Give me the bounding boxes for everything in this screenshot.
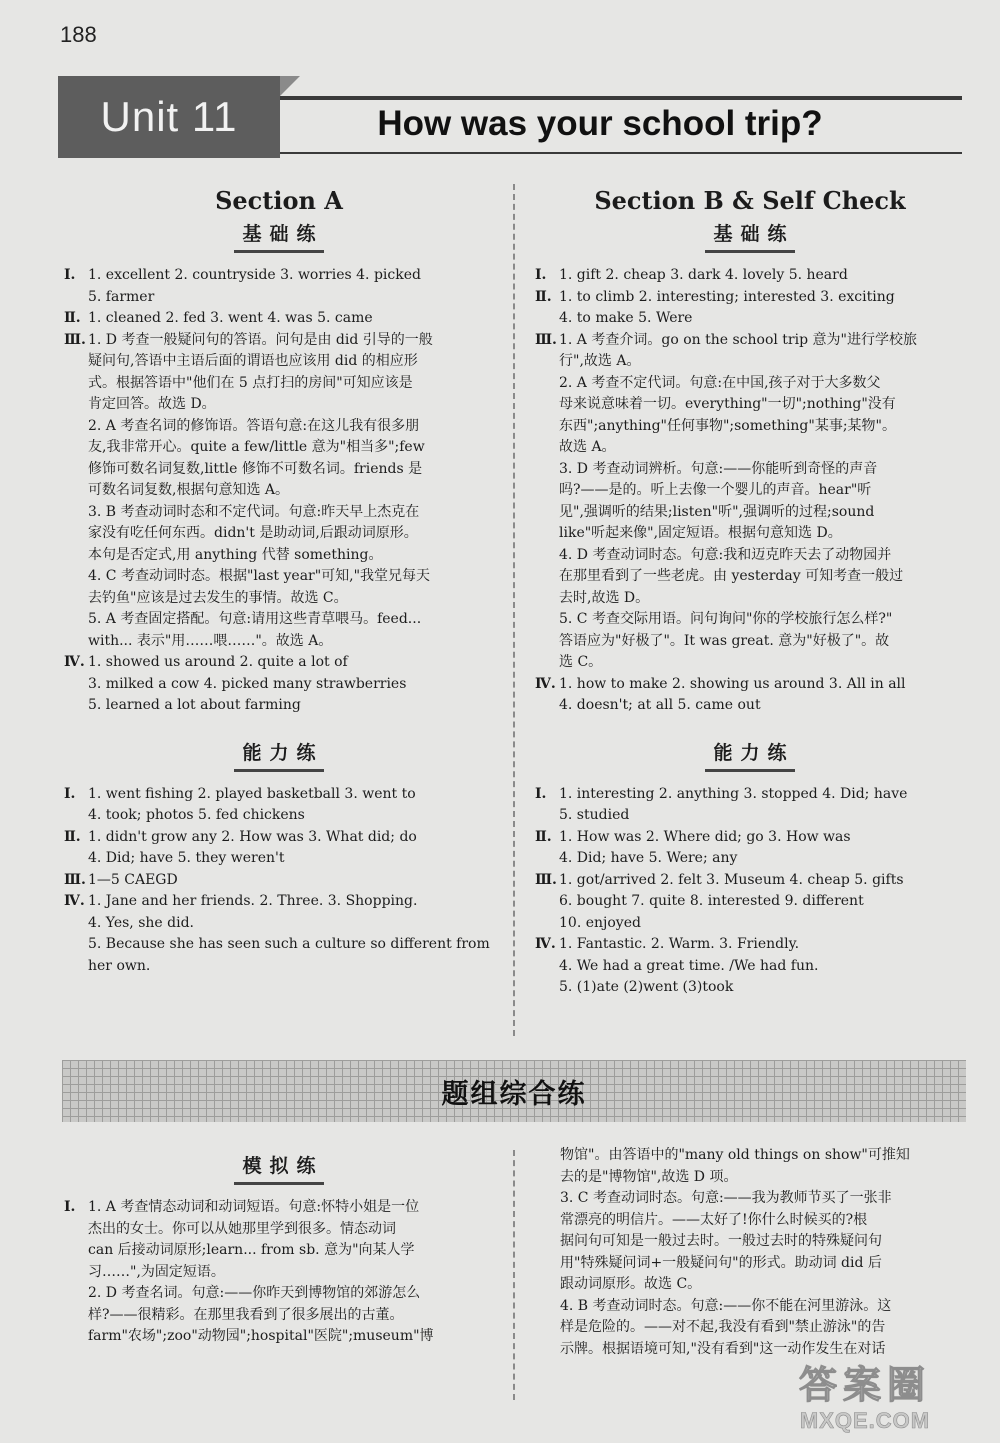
answer-line: 3. B 考查动词时态和不定代词。句意:昨天早上杰克在: [88, 503, 420, 520]
answer-group: [535, 674, 965, 717]
section-b-title: Section B & Self Check: [594, 186, 906, 215]
answer-line: 用"特殊疑问词+一般疑问句"的形式。助动词 did 后: [560, 1254, 882, 1271]
page-number: 188: [60, 22, 97, 47]
answer-line: 4. Did; have 5. they weren't: [88, 850, 285, 866]
answer-line: 杰出的女士。你可以从她那里学到很多。情态动词: [88, 1220, 396, 1237]
column-divider-top: [513, 184, 515, 1036]
answer-line: 跟动词原形。故选 C。: [560, 1276, 702, 1292]
answer-line: 示牌。根据语境可知,"没有看到"这一动作发生在对话: [560, 1340, 886, 1357]
answer-line: farm"农场";zoo"动物园";hospital"医院";museum"博: [88, 1328, 434, 1344]
unit-label: Unit 11: [58, 76, 280, 158]
roman-numeral: Ⅱ.: [64, 828, 81, 845]
roman-numeral: Ⅰ.: [64, 1199, 76, 1215]
answer-line: 4. Yes, she did.: [88, 914, 194, 931]
answer-group: [64, 1197, 494, 1348]
answer-line: 4. Did; have 5. Were; any: [559, 850, 738, 866]
answer-line: 10. enjoyed: [559, 914, 641, 931]
answer-line: 去的是"博物馆",故选 D 项。: [560, 1168, 738, 1185]
column-divider-bottom: [513, 1150, 515, 1400]
answer-line: 2. A 考查名词的修饰语。答语句意:在这儿我有很多朋: [88, 417, 420, 434]
answer-line: 1. Fantastic. 2. Warm. 3. Friendly.: [559, 936, 800, 952]
answer-line: 本句是否定式,用 anything 代替 something。: [88, 546, 383, 563]
roman-numeral: Ⅳ.: [64, 893, 85, 909]
answer-group: [64, 870, 494, 892]
answer-line: 故选 A。: [559, 439, 616, 455]
roman-numeral: Ⅳ.: [535, 936, 556, 952]
answer-line: 4. C 考查动词时态。根据"last year"可知,"我堂兄每天: [88, 568, 431, 584]
section-b-column: [535, 184, 965, 999]
section-a-column: [64, 184, 494, 977]
answer-group: [535, 330, 965, 674]
answer-group: [535, 287, 965, 330]
answer-line: 5. farmer: [88, 288, 155, 305]
answer-line: 答语应为"好极了"。It was great. 意为"好极了"。故: [559, 632, 890, 649]
answer-line: 2. D 考查名词。句意:——你昨天到博物馆的郊游怎么: [88, 1285, 421, 1301]
answer-line: 1. gift 2. cheap 3. dark 4. lovely 5. heard: [559, 267, 848, 283]
answer-line: 1. cleaned 2. fed 3. went 4. was 5. came: [88, 310, 373, 326]
answer-line: can 后接动词原形;learn... from sb. 意为"向某人学: [88, 1242, 415, 1258]
answer-line: 1. didn't grow any 2. How was 3. What did; do: [88, 828, 417, 845]
roman-numeral: Ⅱ.: [535, 288, 552, 305]
answer-line: 去时,故选 D。: [559, 589, 650, 606]
answer-line: 1—5 CAEGD: [88, 871, 178, 888]
roman-numeral: Ⅰ.: [535, 267, 547, 283]
answer-line: 去钓鱼"应该是过去发生的事情。故选 C。: [88, 589, 348, 606]
answer-line: 物馆"。由答语中的"many old things on show"可推知: [560, 1147, 910, 1163]
answer-line: 常漂亮的明信片。——太好了!你什么时候买的?根: [560, 1211, 868, 1228]
roman-numeral: Ⅱ.: [535, 828, 552, 845]
answer-line: 1. Jane and her friends. 2. Three. 3. Shopping.: [88, 893, 418, 909]
answer-group: [64, 891, 494, 977]
answer-line: 5. A 考查固定搭配。句意:请用这些青草喂马。feed...: [88, 611, 422, 627]
roman-numeral: Ⅲ.: [535, 871, 557, 888]
answer-line: 1. went fishing 2. played basketball 3. went to: [88, 785, 416, 802]
roman-numeral: Ⅲ.: [535, 331, 557, 348]
answer-line: 4. We had a great time. /We had fun.: [559, 957, 819, 974]
answer-line: 见",强调听的结果;listen"听",强调听的过程;sound: [559, 503, 875, 520]
answer-line: 5. C 考查交际用语。问句询问"你的学校旅行怎么样?": [559, 611, 893, 627]
answer-line: 2. A 考查不定代词。句意:在中国,孩子对于大多数父: [559, 374, 881, 391]
answer-line: 可数名词复数,根据句意知选 A。: [88, 482, 290, 498]
answer-group: [535, 934, 965, 999]
title-rule-bottom: [280, 152, 962, 154]
answer-line: with... 表示"用……喂……"。故选 A。: [88, 632, 333, 649]
roman-numeral: Ⅱ.: [64, 310, 81, 326]
watermark-logo: 答案圈 MXQE.COM: [798, 1365, 931, 1433]
answer-line: 1. D 考查一般疑问句的答语。问句是由 did 引导的一般: [88, 331, 433, 348]
answer-line: 3. D 考查动词辨析。句意:——你能听到奇怪的声音: [559, 460, 878, 477]
answer-group: [64, 827, 494, 870]
roman-numeral: Ⅰ.: [64, 267, 76, 283]
answer-line: 选 C。: [559, 654, 603, 670]
practice-right-column: [560, 1145, 970, 1360]
practice-heading: 模拟练: [64, 1152, 494, 1185]
answer-line: 4. took; photos 5. fed chickens: [88, 807, 305, 823]
section-a-basic-heading: 基础练: [64, 220, 494, 253]
answer-line: 据问句可知是一般过去时。一般过去时的特殊疑问句: [560, 1233, 882, 1249]
section-b-basic-answers: [535, 265, 965, 717]
comprehensive-practice-banner: 题组综合练: [62, 1060, 966, 1122]
answer-line: her own.: [88, 957, 151, 974]
answer-line: 1. How was 2. Where did; go 3. How was: [559, 828, 851, 845]
section-a-ability-heading: 能力练: [64, 739, 494, 772]
answer-line: 样?——很精彩。在那里我看到了很多展出的古董。: [88, 1306, 404, 1323]
answer-line: 1. excellent 2. countryside 3. worries 4. picked: [88, 267, 421, 283]
answer-line: 3. C 考查动词时态。句意:——我为教师节买了一张非: [560, 1190, 892, 1206]
roman-numeral: Ⅳ.: [535, 675, 556, 692]
practice-left-column: [64, 1150, 494, 1348]
section-b-ability-answers: [535, 784, 965, 999]
section-a-basic-answers: [64, 265, 494, 717]
answer-group: [64, 652, 494, 717]
section-b-basic-heading: 基础练: [535, 220, 965, 253]
answer-line: 1. interesting 2. anything 3. stopped 4. Did; have: [559, 785, 908, 802]
roman-numeral: Ⅳ.: [64, 654, 85, 670]
answer-line: 修饰可数名词复数,little 修饰不可数名词。friends 是: [88, 460, 423, 477]
answer-group: [535, 784, 965, 827]
answer-group: [535, 265, 965, 287]
answer-line: 5. learned a lot about farming: [88, 697, 301, 713]
section-a-title: Section A: [215, 186, 343, 215]
section-b-ability-heading: 能力练: [535, 739, 965, 772]
answer-line: 东西";anything"任何事物";something"某事;某物"。: [559, 417, 896, 434]
roman-numeral: Ⅲ.: [64, 331, 86, 348]
practice-left-answers: [64, 1197, 494, 1348]
answer-line: 4. to make 5. Were: [559, 310, 693, 326]
answer-line: 习……",为固定短语。: [88, 1263, 225, 1280]
roman-numeral: Ⅰ.: [64, 785, 76, 802]
answer-line: 1. A 考查介词。go on the school trip 意为"进行学校旅: [559, 331, 917, 348]
answer-line: 吗?——是的。听上去像一个婴儿的声音。hear"听: [559, 482, 872, 498]
answer-line: like"听起来像",固定短语。根据句意知选 D。: [559, 525, 842, 541]
answer-line: 4. B 考查动词时态。句意:——你不能在河里游泳。这: [560, 1297, 892, 1314]
answer-line: 1. to climb 2. interesting; interested 3. exciting: [559, 288, 895, 305]
answer-group: [64, 784, 494, 827]
title-rule-top: [280, 96, 962, 100]
roman-numeral: Ⅲ.: [64, 871, 86, 888]
answer-line: 母来说意味着一切。everything"一切";nothing"没有: [559, 396, 896, 412]
answer-line: 肯定回答。故选 D。: [88, 396, 216, 412]
answer-line: 样是危险的。——对不起,我没有看到"禁止游泳"的告: [560, 1319, 886, 1335]
answer-line: 6. bought 7. quite 8. interested 9. different: [559, 893, 864, 909]
answer-line: 式。根据答语中"他们在 5 点打扫的房间"可知应该是: [88, 374, 413, 391]
answer-line: 5. studied: [559, 807, 630, 823]
answer-line: 1. showed us around 2. quite a lot of: [88, 654, 348, 670]
answer-line: 友,我非常开心。quite a few/little 意为"相当多";few: [88, 439, 425, 455]
answer-line: 疑问句,答语中主语后面的谓语也应该用 did 的相应形: [88, 353, 418, 369]
answer-group: [64, 308, 494, 330]
answer-line: 在那里看到了一些老虎。由 yesterday 可知考查一般过: [559, 568, 904, 584]
answer-line: 行",故选 A。: [559, 353, 641, 369]
unit-tab-fold: [280, 76, 300, 96]
answer-line: 1. A 考查情态动词和动词短语。句意:怀特小姐是一位: [88, 1199, 420, 1215]
unit-title: How was your school trip?: [377, 104, 823, 143]
practice-right-answers: [560, 1145, 970, 1360]
roman-numeral: Ⅰ.: [535, 785, 547, 802]
answer-line: 5. Because she has seen such a culture so different from: [88, 936, 490, 952]
answer-line: 5. (1)ate (2)went (3)took: [559, 979, 734, 995]
answer-line: 1. got/arrived 2. felt 3. Museum 4. cheap 5. gifts: [559, 871, 904, 888]
answer-line: 家没有吃任何东西。didn't 是助动词,后跟动词原形。: [88, 525, 418, 541]
answer-group: [535, 870, 965, 935]
answer-group: [64, 330, 494, 653]
answer-line: 4. doesn't; at all 5. came out: [559, 697, 761, 713]
answer-line: 3. milked a cow 4. picked many strawberries: [88, 675, 407, 692]
section-a-ability-answers: [64, 784, 494, 978]
answer-group: [64, 265, 494, 308]
answer-line: 4. D 考查动词时态。句意:我和迈克昨天去了动物园并: [559, 546, 892, 563]
answer-group: [535, 827, 965, 870]
answer-line: 1. how to make 2. showing us around 3. All in all: [559, 675, 906, 692]
